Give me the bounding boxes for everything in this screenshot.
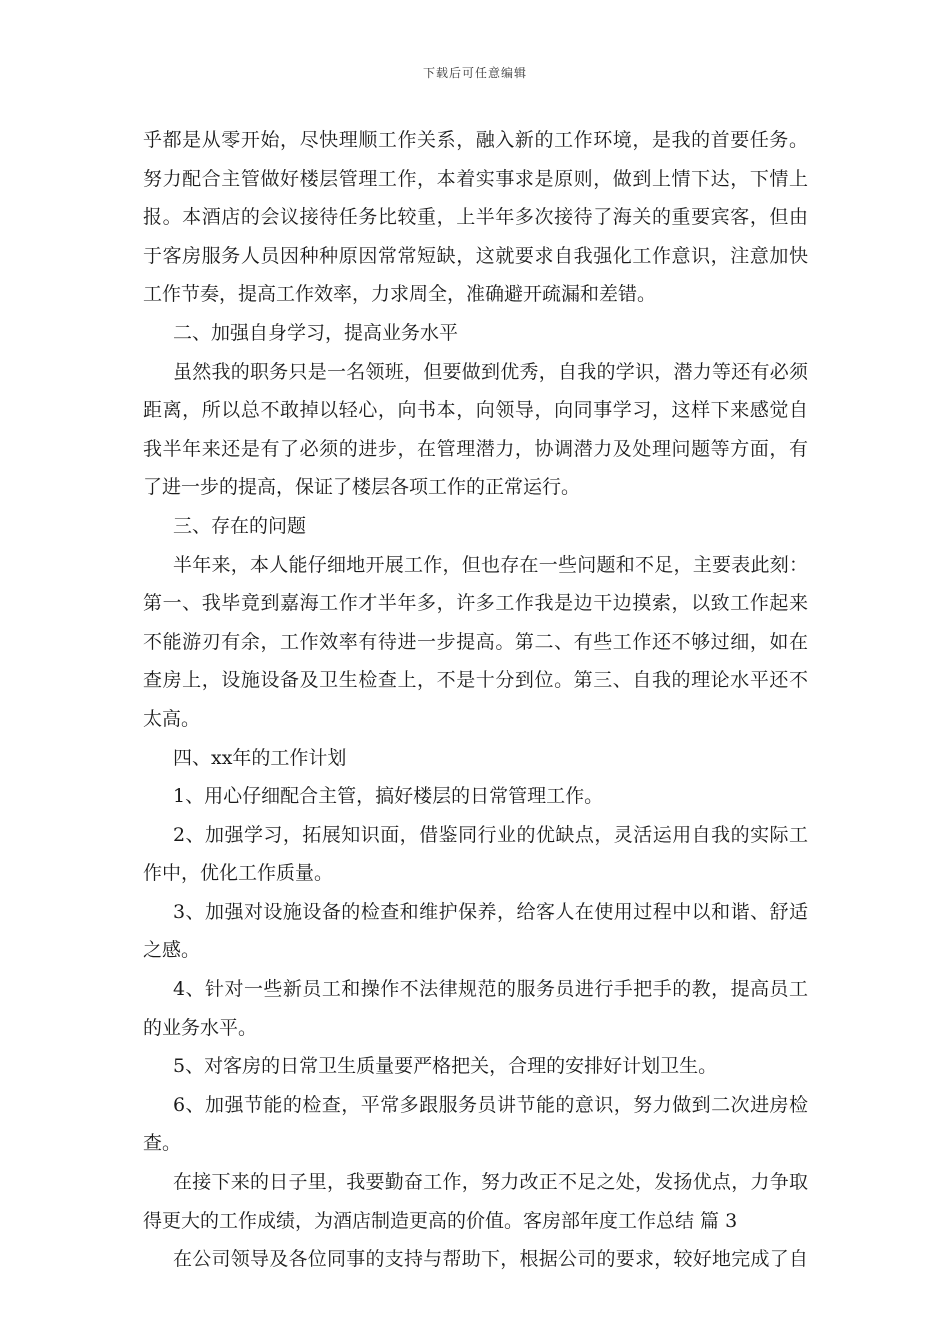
text-line: 太高。: [143, 707, 201, 730]
text-line: 4、针对一些新员工和操作不法律规范的服务员进行手把手的教，提高员工: [173, 978, 808, 1001]
text-line: 在公司领导及各位同事的支持与帮助下，根据公司的要求，较好地完成了自: [173, 1248, 808, 1271]
text-line: 于客房服务人员因种种原因常常短缺，这就要求自我强化工作意识，注意加快: [143, 244, 808, 267]
text-line: 二、加强自身学习，提高业务水平: [173, 321, 459, 344]
text-line: 的业务水平。: [143, 1016, 258, 1039]
page-header: 下载后可任意编辑: [422, 66, 527, 80]
text-line: 虽然我的职务只是一名领班，但要做到优秀，自我的学识，潜力等还有必须: [173, 360, 808, 383]
text-line: 1、用心仔细配合主管，搞好楼层的日常管理工作。: [173, 785, 604, 808]
text-line: 四、xx年的工作计划: [173, 746, 347, 769]
text-line: 之感。: [143, 939, 201, 962]
text-line: 作中，优化工作质量。: [143, 862, 334, 885]
text-line: 乎都是从零开始，尽快理顺工作关系，融入新的工作环境，是我的首要任务。: [143, 129, 808, 151]
text-line: 工作节奏，提高工作效率，力求周全，准确避开疏漏和差错。: [143, 283, 657, 306]
text-line: 第一、我毕竟到嘉海工作才半年多，许多工作我是边干边摸索，以致工作起来: [143, 592, 808, 615]
text-line: 2、加强学习，拓展知识面，借鉴同行业的优缺点，灵活运用自我的实际工: [173, 823, 808, 846]
text-line: 三、存在的问题: [173, 514, 307, 537]
text-line: 得更大的工作成绩，为酒店制造更高的价值。客房部年度工作总结 篇 3: [143, 1209, 738, 1232]
text-line: 6、加强节能的检查，平常多跟服务员讲节能的意识，努力做到二次进房检: [173, 1093, 808, 1116]
document-body: [143, 121, 808, 1279]
text-line: 3、加强对设施设备的检查和维护保养，给客人在使用过程中以和谐、舒适: [173, 900, 808, 923]
text-line: 报。本酒店的会议接待任务比较重，上半年多次接待了海关的重要宾客，但由: [143, 206, 808, 229]
text-line: 了进一步的提高，保证了楼层各项工作的正常运行。: [143, 476, 581, 499]
text-line: 查。: [143, 1132, 182, 1155]
text-line: 我半年来还是有了必须的进步，在管理潜力，协调潜力及处理问题等方面，有: [143, 437, 808, 460]
text-line: 不能游刃有余，工作效率有待进一步提高。第二、有些工作还不够过细，如在: [143, 630, 808, 653]
text-line: 距离，所以总不敢掉以轻心，向书本，向领导，向同事学习，这样下来感觉自: [143, 399, 808, 422]
text-line: 5、对客房的日常卫生质量要严格把关，合理的安排好计划卫生。: [173, 1055, 718, 1078]
text-line: 努力配合主管做好楼层管理工作，本着实事求是原则，做到上情下达，下情上: [143, 167, 808, 190]
text-line: 在接下来的日子里，我要勤奋工作，努力改正不足之处，发扬优点，力争取: [173, 1171, 808, 1194]
text-line: 半年来，本人能仔细地开展工作，但也存在一些问题和不足，主要表此刻：: [173, 553, 808, 576]
text-line: 查房上，设施设备及卫生检查上，不是十分到位。第三、自我的理论水平还不: [143, 669, 808, 692]
